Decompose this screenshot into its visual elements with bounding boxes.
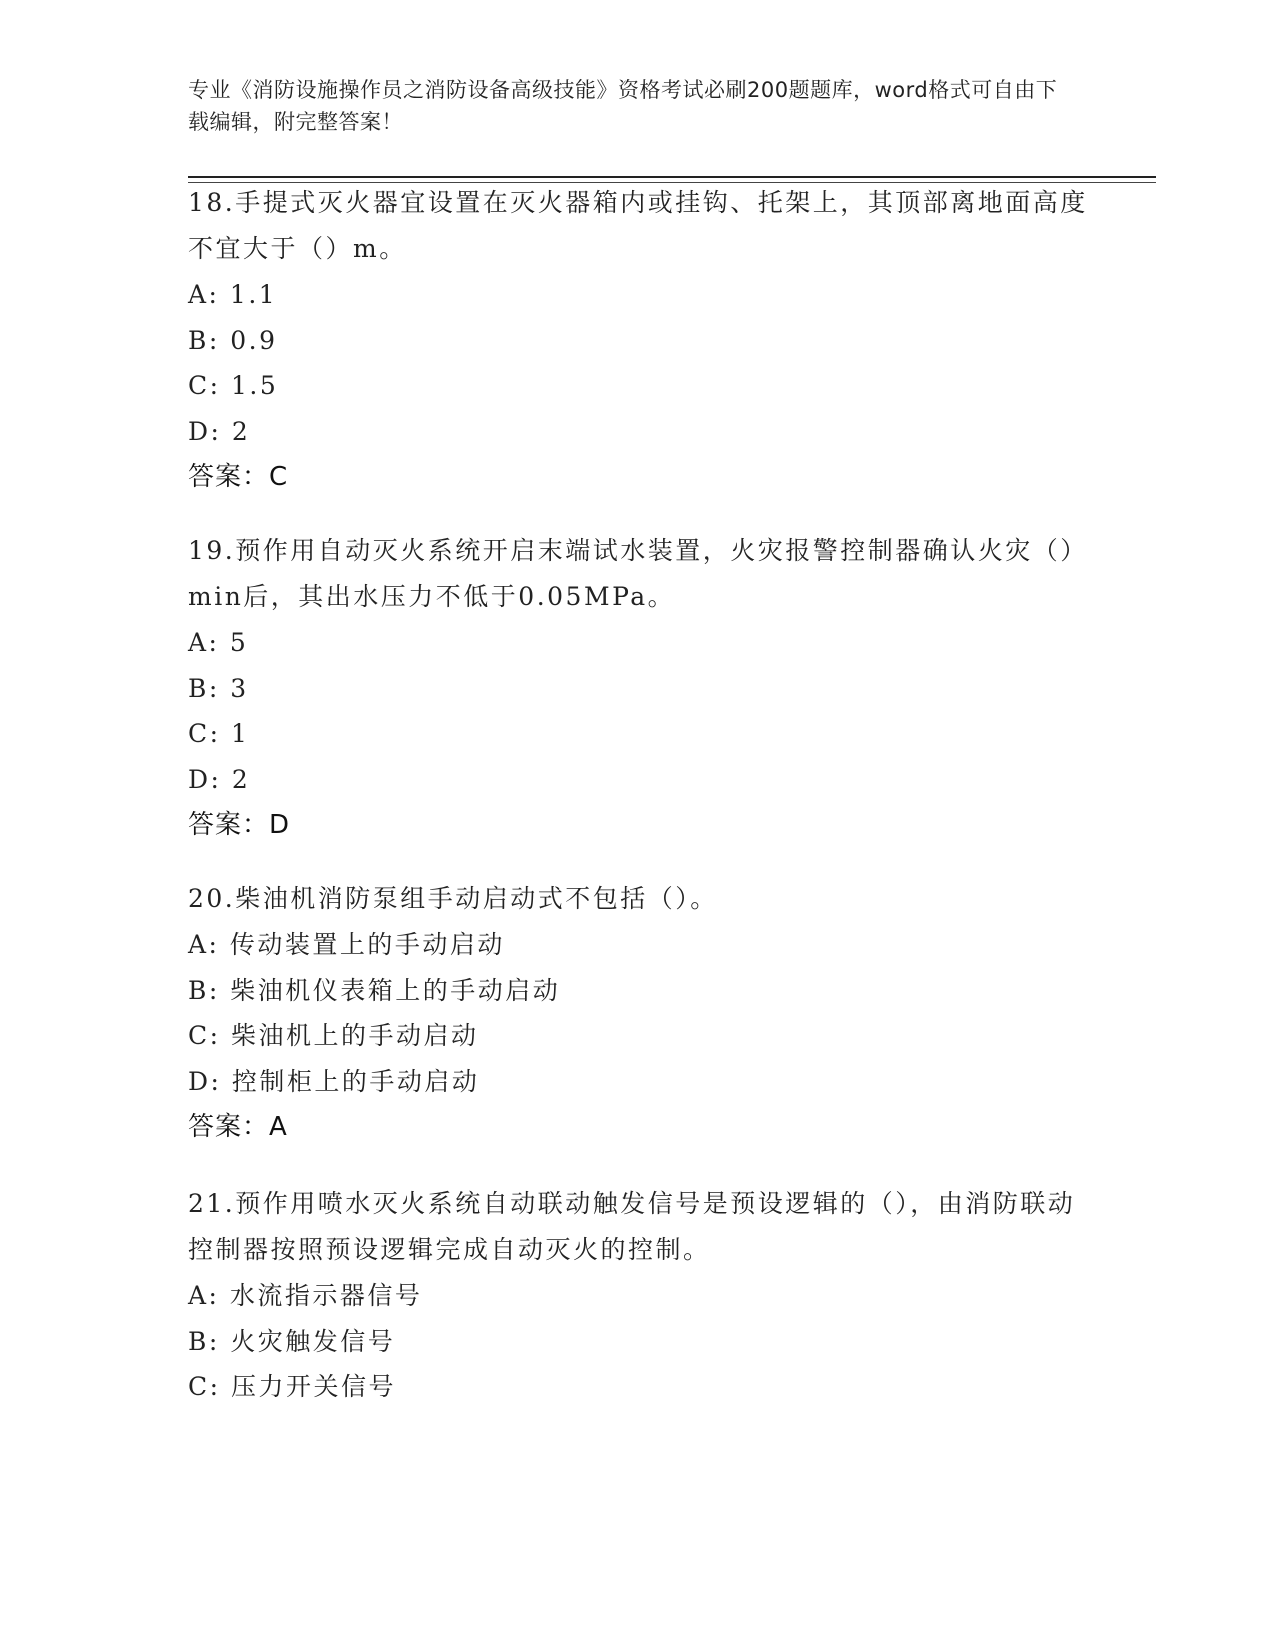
- option-a: A: 1.1: [188, 280, 278, 309]
- option-b: B: 火灾触发信号: [188, 1326, 396, 1356]
- header-divider-top: [188, 176, 1156, 178]
- question-18: [188, 180, 1088, 500]
- document-header: 专业《消防设施操作员之消防设备高级技能》资格考试必刷200题题库，word格式可自由下载编辑，附完整答案！: [188, 78, 1058, 134]
- option-c: C: 柴油机上的手动启动: [188, 1021, 479, 1050]
- question-stem: 20.柴油机消防泵组手动启动式不包括（）。: [188, 884, 718, 913]
- option-d: D: 控制柜上的手动启动: [188, 1066, 480, 1096]
- question-20: [188, 876, 1088, 1150]
- option-a: A: 5: [188, 628, 249, 657]
- question-19: [188, 528, 1088, 848]
- option-d: D: 2: [188, 764, 251, 794]
- option-c: C: 1.5: [188, 371, 279, 400]
- option-b: B: 3: [188, 673, 249, 703]
- option-b: B: 柴油机仪表箱上的手动启动: [188, 975, 561, 1005]
- option-a: A: 传动装置上的手动启动: [188, 930, 505, 959]
- question-stem: 21.预作用喷水灭火系统自动联动触发信号是预设逻辑的（），由消防联动控制器按照预设逻辑完成自动灭火的控制。: [188, 1189, 1076, 1264]
- option-c: C: 1: [188, 719, 250, 748]
- option-a: A: 水流指示器信号: [188, 1281, 423, 1310]
- answer: 答案：D: [188, 810, 291, 840]
- answer: 答案：C: [188, 462, 289, 492]
- question-stem: 19.预作用自动灭火系统开启末端试水装置，火灾报警控制器确认火灾（）min后，其出水压力不低于0.05MPa。: [188, 536, 1088, 611]
- question-21: [188, 1181, 1088, 1410]
- question-stem: 18.手提式灭火器宜设置在灭火器箱内或挂钩、托架上，其顶部离地面高度不宜大于（）m。: [188, 188, 1088, 263]
- option-c: C: 压力开关信号: [188, 1372, 396, 1401]
- option-b: B: 0.9: [188, 325, 278, 355]
- option-d: D: 2: [188, 416, 251, 446]
- answer: 答案：A: [188, 1112, 288, 1142]
